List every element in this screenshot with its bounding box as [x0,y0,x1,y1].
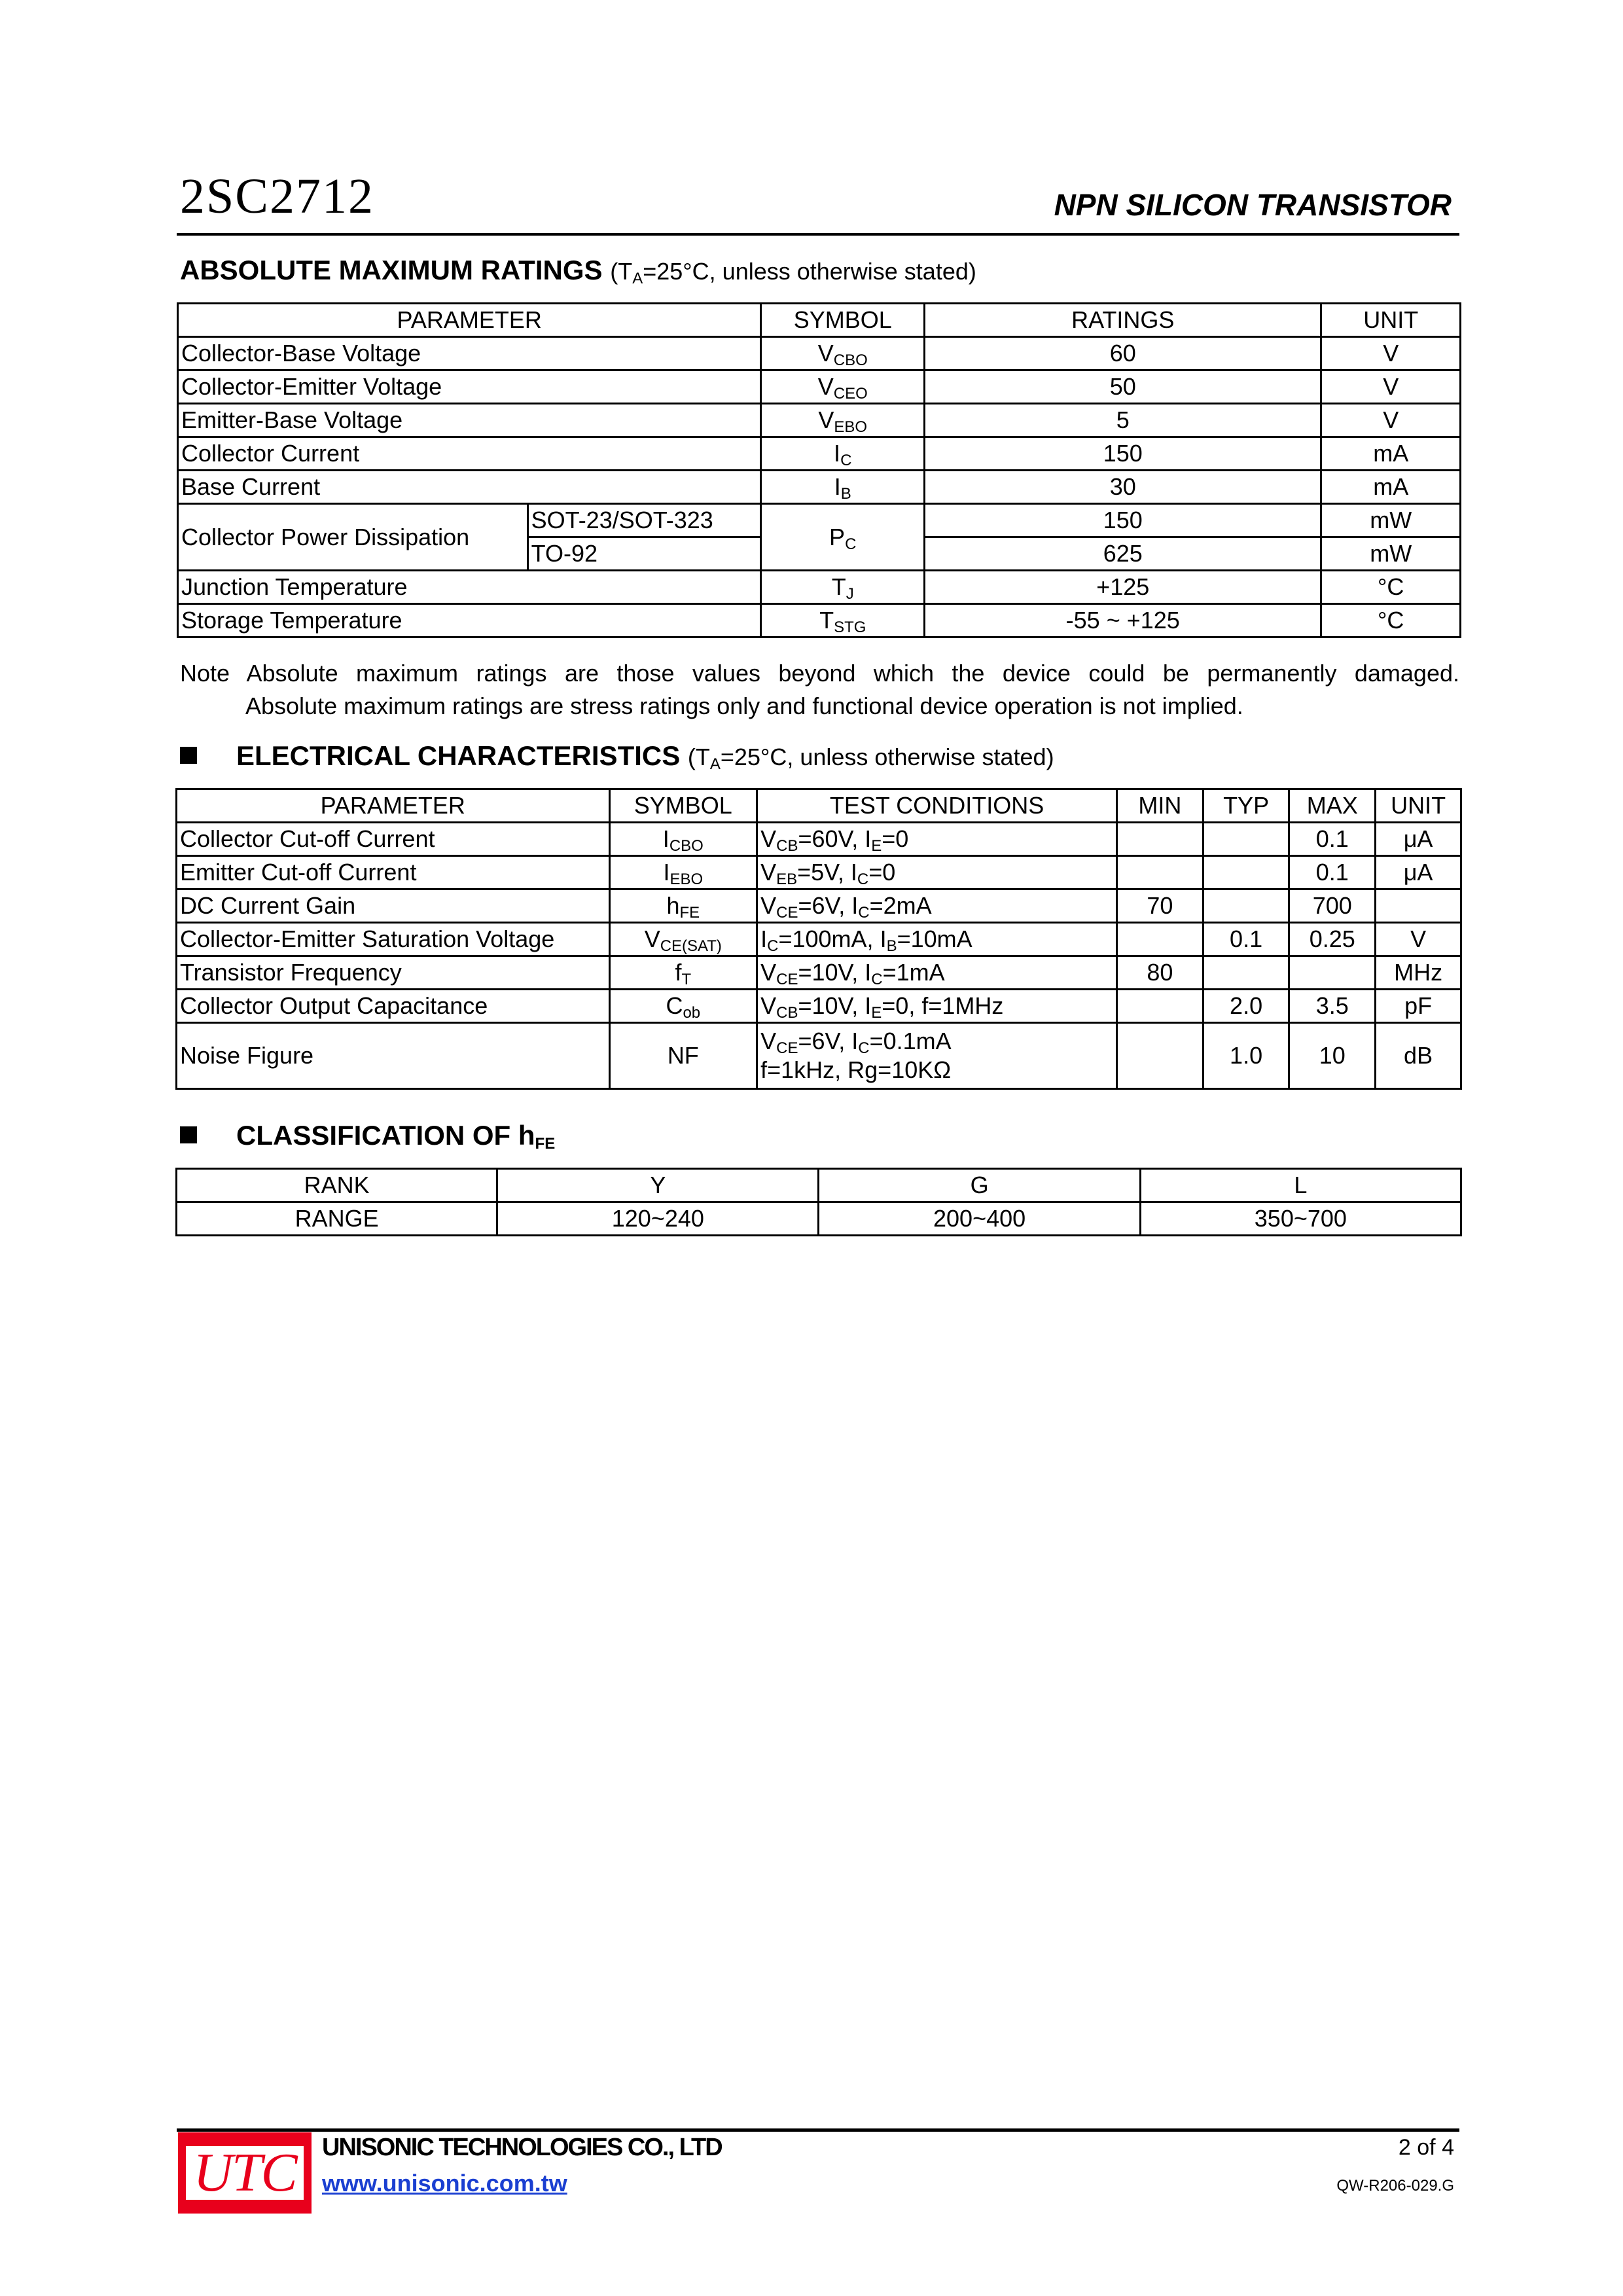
classification-title-sub: FE [535,1135,556,1153]
header-test-conditions: TEST CONDITIONS [757,789,1117,823]
table-header-row [177,789,1461,823]
rating-cell: 150 [925,504,1321,537]
header-divider [177,233,1459,236]
company-name: UNISONIC TECHNOLOGIES CO., LTD [322,2134,722,2161]
unit-cell: mW [1321,537,1461,571]
rating-cell: 150 [925,437,1321,471]
typ-cell: 2.0 [1203,990,1289,1023]
rank-row [177,1169,1461,1202]
range-g: 200~400 [819,1202,1140,1236]
table-row [178,504,1461,537]
abs-max-note [180,657,1459,723]
table-row [177,1023,1461,1089]
document-type: NPN SILICON TRANSISTOR [1054,188,1452,222]
table-row [178,437,1461,471]
symbol-cell: $h_{FE}$ [609,889,757,923]
square-bullet-icon [180,747,197,764]
abs-max-title: ABSOLUTE MAXIMUM RATINGS [180,255,603,285]
elec-condition: ($T_A=25^\circ C$, unless otherwise stated) [687,744,1054,773]
rating-cell: 30 [925,471,1321,504]
utc-logo-text: UTC [186,2146,304,2200]
package-cell: SOT-23/SOT-323 [527,504,761,537]
table-row [178,604,1461,637]
parameter-cell: Collector Cut-off Current [177,823,610,856]
max-cell: 0.1 [1289,856,1376,889]
parameter-cell: Collector-Base Voltage [178,337,761,370]
header-symbol: SYMBOL [609,789,757,823]
rating-cell: 60 [925,337,1321,370]
parameter-cell: Emitter Cut-off Current [177,856,610,889]
rating-cell: 50 [925,370,1321,404]
header-typ: TYP [1203,789,1289,823]
symbol-cell: $V_{CE(SAT)}$ [609,923,757,956]
min-cell [1117,823,1204,856]
unit-cell: mA [1321,437,1461,471]
symbol-cell: $I_{EBO}$ [609,856,757,889]
table-row [178,370,1461,404]
table-row [178,337,1461,370]
range-label: RANGE [177,1202,497,1236]
table-row [177,889,1461,923]
symbol-cell: $V_{CEO}$ [761,370,925,404]
unit-cell: pF [1376,990,1461,1023]
typ-cell [1203,889,1289,923]
range-l: 350~700 [1140,1202,1461,1236]
min-cell [1117,856,1204,889]
classification-title: CLASSIFICATION OF h [236,1120,535,1151]
table-row [177,923,1461,956]
parameter-cell: Storage Temperature [178,604,761,637]
note-line-1: Note Absolute maximum ratings are those values beyond which the device could be permanently damaged. [180,660,1459,687]
table-row [178,571,1461,604]
test-conditions-cell: $V_{CB}=10V$, $I_E=0$, f=1MHz [757,990,1117,1023]
document-code: QW-R206-029.G [1336,2177,1454,2195]
part-number: 2SC2712 [180,169,374,224]
min-cell [1117,990,1204,1023]
unit-cell: MHz [1376,956,1461,990]
header-parameter: PARAMETER [178,304,761,337]
unit-cell: dB [1376,1023,1461,1089]
range-row [177,1202,1461,1236]
electrical-characteristics-table [175,788,1462,1090]
parameter-cell: Collector-Emitter Saturation Voltage [177,923,610,956]
symbol-cell: $V_{CBO}$ [761,337,925,370]
table-row [177,990,1461,1023]
website-link[interactable]: www.unisonic.com.tw [322,2170,567,2197]
typ-cell [1203,856,1289,889]
footer-divider [177,2128,1459,2132]
header-max: MAX [1289,789,1376,823]
typ-cell: 0.1 [1203,923,1289,956]
square-bullet-icon [180,1126,197,1143]
test-conditions-cell: $V_{CE}=10V$, $I_C=1mA$ [757,956,1117,990]
unit-cell: μA [1376,856,1461,889]
unit-cell: V [1321,404,1461,437]
rating-cell: +125 [925,571,1321,604]
table-row [178,404,1461,437]
package-cell: TO-92 [527,537,761,571]
table-row [178,471,1461,504]
table-header-row [178,304,1461,337]
typ-cell [1203,823,1289,856]
symbol-cell: $I_{CBO}$ [609,823,757,856]
min-cell [1117,1023,1204,1089]
rating-cell: -55 ~ +125 [925,604,1321,637]
rank-g: G [819,1169,1140,1202]
test-conditions-cell: $V_{CB}=60V$, $I_E=0$ [757,823,1117,856]
symbol-cell: $I_B$ [761,471,925,504]
table-row [177,956,1461,990]
unit-cell: °C [1321,571,1461,604]
symbol-cell: $C_{ob}$ [609,990,757,1023]
rank-label: RANK [177,1169,497,1202]
max-cell: 0.25 [1289,923,1376,956]
symbol-cell: $T_{STG}$ [761,604,925,637]
symbol-cell: $I_C$ [761,437,925,471]
test-conditions-cell: $I_C=100mA$, $I_B=10mA$ [757,923,1117,956]
utc-logo [178,2132,312,2214]
unit-cell: mA [1321,471,1461,504]
symbol-cell: NF [609,1023,757,1089]
unit-cell: V [1321,337,1461,370]
header-parameter: PARAMETER [177,789,610,823]
symbol-cell: $V_{EBO}$ [761,404,925,437]
max-cell [1289,956,1376,990]
parameter-cell: Collector-Emitter Voltage [178,370,761,404]
range-y: 120~240 [497,1202,819,1236]
max-cell: 10 [1289,1023,1376,1089]
header-unit: UNIT [1321,304,1461,337]
parameter-cell: Junction Temperature [178,571,761,604]
absolute-maximum-ratings-table [177,302,1461,638]
parameter-cell: DC Current Gain [177,889,610,923]
classification-table [175,1168,1462,1236]
unit-cell: °C [1321,604,1461,637]
rating-cell: 5 [925,404,1321,437]
page-number: 2 of 4 [1398,2135,1454,2160]
min-cell: 80 [1117,956,1204,990]
typ-cell: 1.0 [1203,1023,1289,1089]
test-conditions-cell: $V_{CE}=6V$, $I_C=2mA$ [757,889,1117,923]
elec-title: ELECTRICAL CHARACTERISTICS [236,740,681,771]
table-row [177,823,1461,856]
classification-heading [180,1120,556,1153]
rating-cell: 625 [925,537,1321,571]
unit-cell: V [1321,370,1461,404]
unit-cell [1376,889,1461,923]
parameter-cell: Base Current [178,471,761,504]
parameter-cell: Collector Current [178,437,761,471]
parameter-cell: Noise Figure [177,1023,610,1089]
max-cell: 0.1 [1289,823,1376,856]
unit-cell: V [1376,923,1461,956]
parameter-cell: Emitter-Base Voltage [178,404,761,437]
header-ratings: RATINGS [925,304,1321,337]
test-conditions-cell: $V_{CE}=6V$, $I_C=0.1mA$ f=1kHz, Rg=10KΩ [757,1023,1117,1089]
rank-y: Y [497,1169,819,1202]
parameter-cell: Collector Power Dissipation [178,504,528,571]
min-cell: 70 [1117,889,1204,923]
typ-cell [1203,956,1289,990]
unit-cell: mW [1321,504,1461,537]
header-symbol: SYMBOL [761,304,925,337]
elec-heading [180,740,1054,773]
rank-l: L [1140,1169,1461,1202]
max-cell: 3.5 [1289,990,1376,1023]
symbol-cell: $T_J$ [761,571,925,604]
symbol-cell: $f_T$ [609,956,757,990]
max-cell: 700 [1289,889,1376,923]
header-unit: UNIT [1376,789,1461,823]
table-row [177,856,1461,889]
unit-cell: μA [1376,823,1461,856]
parameter-cell: Collector Output Capacitance [177,990,610,1023]
min-cell [1117,923,1204,956]
note-line-2: Absolute maximum ratings are stress ratings only and functional device operation is not implied. [245,692,1243,719]
abs-max-condition: ($T_A=25^\circ C$, unless otherwise stated) [610,258,976,287]
parameter-cell: Transistor Frequency [177,956,610,990]
symbol-cell: $P_C$ [761,504,925,571]
abs-max-heading [180,255,976,287]
header-min: MIN [1117,789,1204,823]
test-conditions-cell: $V_{EB}=5V$, $I_C=0$ [757,856,1117,889]
